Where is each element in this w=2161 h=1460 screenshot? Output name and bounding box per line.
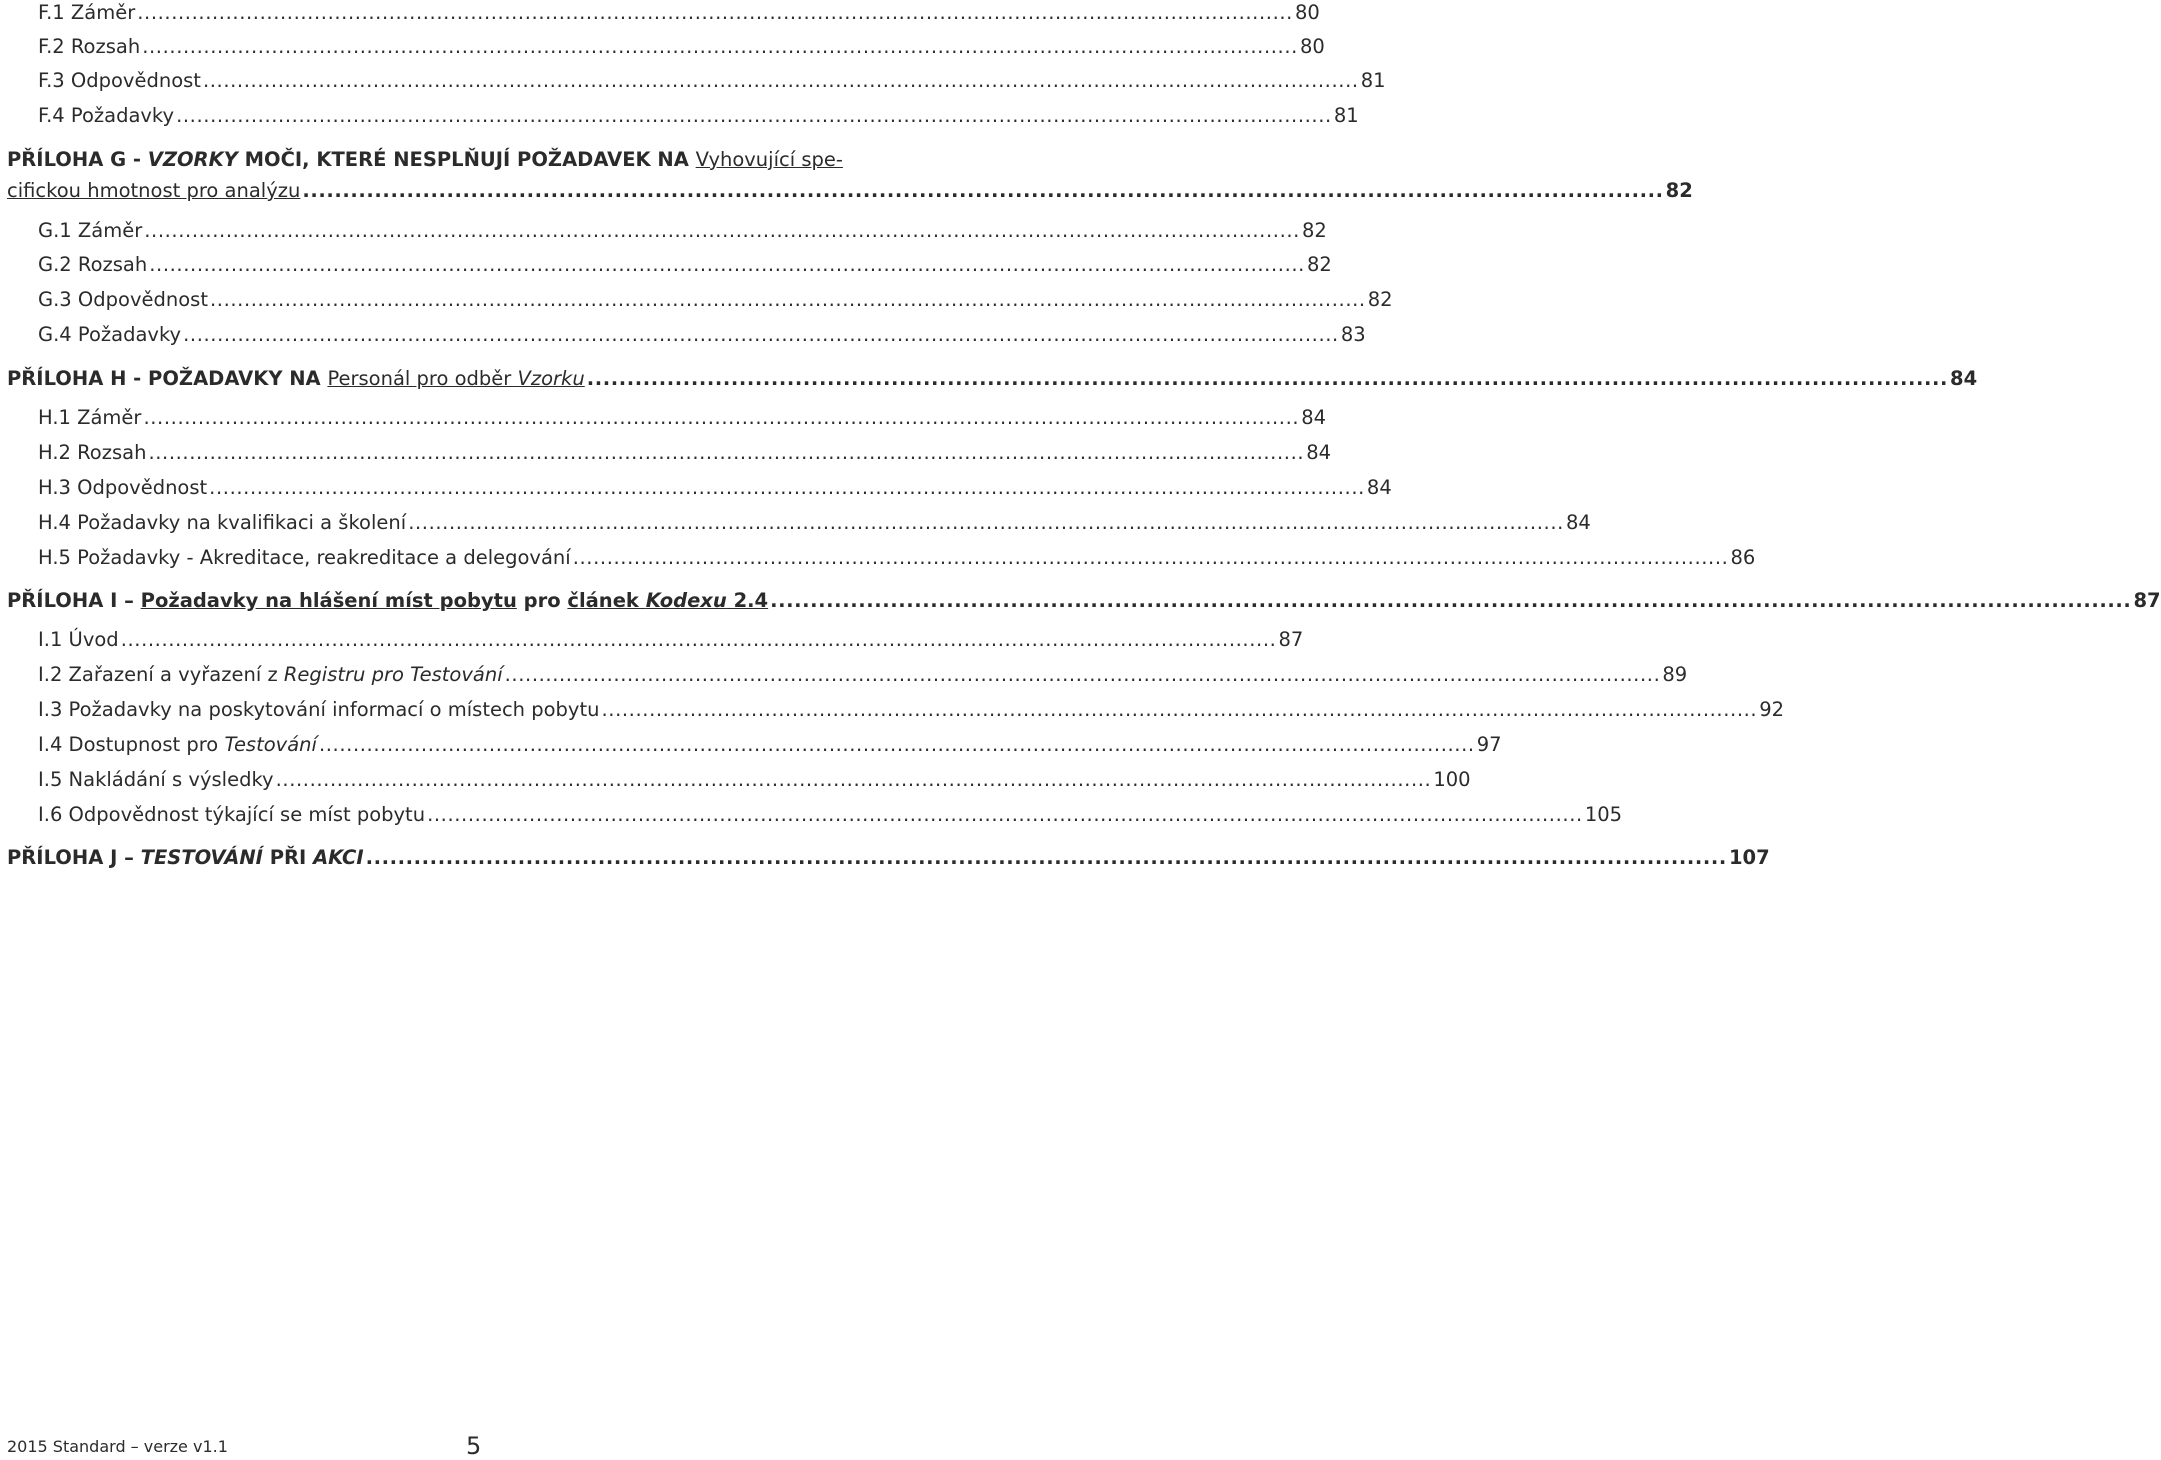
toc-entry-f4[interactable] <box>38 104 1359 130</box>
toc-entry-title: I.6 Odpovědnost týkající se míst pobytu <box>38 803 426 826</box>
toc-entry-title-italic: Testování <box>224 733 317 756</box>
toc-entry-i3[interactable] <box>38 698 1785 724</box>
toc-entry-page: 84 <box>1366 476 1392 499</box>
toc-entry-h5[interactable] <box>38 546 1756 572</box>
toc-entry-title <box>38 663 503 686</box>
annex-h-link: Personál pro odběr <box>327 367 518 390</box>
annex-h-label: PŘÍLOHA H - POŽADAVKY NA <box>7 367 328 390</box>
footer-version: 2015 Standard – verze v1.1 <box>7 1437 228 1456</box>
annex-g-link-part1: Vyhovující spe- <box>695 148 843 171</box>
dot-leader: .......................................................................................................................................................................... <box>209 288 1366 311</box>
toc-entry-title: F.4 Požadavky <box>38 104 175 127</box>
toc-entry-page: 87 <box>1278 628 1304 651</box>
toc-entry-page: 80 <box>1294 1 1320 24</box>
annex-h-link-italic: Vzorku <box>517 367 585 390</box>
annex-i-title <box>7 589 768 612</box>
toc-entry-title-text: I.4 Dostupnost pro <box>38 733 225 756</box>
toc-entry-i1[interactable] <box>38 628 1304 654</box>
annex-g-italic: VZORKY <box>147 148 238 171</box>
toc-entry-title <box>38 733 317 756</box>
dot-leader: .......................................................................................................................................................................... <box>137 1 1293 24</box>
dot-leader: .......................................................................................................................................................................... <box>202 69 1359 92</box>
annex-j-italic: TESTOVÁNÍ <box>140 846 263 869</box>
dot-leader: .......................................................................................................................................................................... <box>504 663 1661 686</box>
annex-i-text: pro <box>516 589 568 612</box>
dot-leader: .......................................................................................................................................................................... <box>144 219 1300 242</box>
toc-entry-title: G.1 Záměr <box>38 219 143 242</box>
toc-entry-page: 84 <box>1950 367 1978 390</box>
toc-entry-f1[interactable] <box>38 1 1320 27</box>
annex-g-heading-line1[interactable] <box>7 148 843 171</box>
toc-entry-page: 81 <box>1333 104 1359 127</box>
toc-entry-title: G.2 Rozsah <box>38 253 148 276</box>
dot-leader: .......................................................................................................................................................................... <box>427 803 1583 826</box>
annex-g-text: MOČI, KTERÉ NESPLŇUJÍ POŽADAVEK NA <box>237 148 696 171</box>
toc-entry-page: 84 <box>1565 511 1591 534</box>
toc-entry-page: 87 <box>2133 589 2161 612</box>
annex-i-label: PŘÍLOHA I – <box>7 589 141 612</box>
toc-entry-page: 92 <box>1759 698 1785 721</box>
toc-entry-i2[interactable] <box>38 663 1688 689</box>
dot-leader: .......................................................................................................................................................................... <box>143 406 1300 429</box>
toc-entry-page: 86 <box>1730 546 1756 569</box>
dot-leader: .......................................................................................................................................................................... <box>408 511 1564 534</box>
toc-entry-f3[interactable] <box>38 69 1386 95</box>
toc-entry-title: F.3 Odpovědnost <box>38 69 201 92</box>
toc-entry-page: 82 <box>1367 288 1393 311</box>
toc-entry-title-italic: Registru pro Testování <box>283 663 503 686</box>
toc-entry-page: 82 <box>1306 253 1332 276</box>
annex-g-label: PŘÍLOHA G - <box>7 148 148 171</box>
toc-entry-title: I.5 Nakládání s výsledky <box>38 768 274 791</box>
toc-entry-i4[interactable] <box>38 733 1502 759</box>
dot-leader: .......................................................................................................................................................................... <box>318 733 1475 756</box>
annex-i-link: Požadavky na hlášení míst pobytu <box>140 589 517 612</box>
toc-entry-title: G.4 Požadavky <box>38 323 182 346</box>
toc-entry-title: I.3 Požadavky na poskytování informací o místech pobytu <box>38 698 600 721</box>
toc-entry-h2[interactable] <box>38 441 1332 467</box>
toc-entry-page: 105 <box>1584 803 1623 826</box>
toc-entry-title: H.5 Požadavky - Akreditace, reakreditace a delegování <box>38 546 571 569</box>
toc-entry-i5[interactable] <box>38 768 1471 794</box>
toc-entry-h3[interactable] <box>38 476 1392 502</box>
dot-leader: .......................................................................................................................................................................... <box>275 768 1432 791</box>
toc-entry-g1[interactable] <box>38 219 1327 245</box>
dot-leader: .......................................................................................................................................................................... <box>770 589 2132 612</box>
dot-leader: .......................................................................................................................................................................... <box>149 253 1305 276</box>
page-number: 5 <box>466 1432 482 1460</box>
annex-g-link-part2: cifickou hmotnost pro analýzu <box>7 179 301 202</box>
toc-entry-title: I.1 Úvod <box>38 628 119 651</box>
annex-j-heading[interactable] <box>7 846 1770 872</box>
annex-j-title <box>7 846 364 869</box>
toc-entry-h4[interactable] <box>38 511 1591 537</box>
dot-leader: .......................................................................................................................................................................... <box>120 628 1277 651</box>
toc-entry-page: 82 <box>1665 179 1693 202</box>
annex-g-heading-line2[interactable] <box>7 179 1693 205</box>
toc-entry-page: 82 <box>1301 219 1327 242</box>
toc-entry-g2[interactable] <box>38 253 1332 279</box>
toc-entry-title: H.2 Rozsah <box>38 441 147 464</box>
toc-entry-page: 107 <box>1728 846 1770 869</box>
toc-entry-page: 84 <box>1306 441 1332 464</box>
dot-leader: .......................................................................................................................................................................... <box>365 846 1727 869</box>
dot-leader: .......................................................................................................................................................................... <box>183 323 1339 346</box>
toc-entry-title: F.1 Záměr <box>38 1 136 24</box>
toc-entry-page: 81 <box>1360 69 1386 92</box>
toc-entry-h1[interactable] <box>38 406 1327 432</box>
annex-j-italic-2: AKCI <box>313 846 364 869</box>
toc-entry-page: 84 <box>1301 406 1327 429</box>
annex-i-link-italic: Kodexu <box>645 589 727 612</box>
annex-j-label: PŘÍLOHA J – <box>7 846 141 869</box>
annex-i-heading[interactable] <box>7 589 2161 615</box>
toc-entry-title: H.1 Záměr <box>38 406 142 429</box>
dot-leader: .......................................................................................................................................................................... <box>586 367 1949 390</box>
toc-entry-title: H.4 Požadavky na kvalifikaci a školení <box>38 511 407 534</box>
toc-entry-g4[interactable] <box>38 323 1366 349</box>
toc-entry-i6[interactable] <box>38 803 1623 829</box>
annex-h-heading[interactable] <box>7 367 1978 393</box>
dot-leader: .......................................................................................................................................................................... <box>142 35 1298 58</box>
toc-entry-page: 83 <box>1340 323 1366 346</box>
toc-entry-title: F.2 Rozsah <box>38 35 141 58</box>
annex-j-text: PŘI <box>262 846 314 869</box>
toc-entry-page: 80 <box>1299 35 1325 58</box>
dot-leader: .......................................................................................................................................................................... <box>572 546 1729 569</box>
toc-entry-page: 89 <box>1662 663 1688 686</box>
dot-leader: .......................................................................................................................................................................... <box>601 698 1758 721</box>
dot-leader: .......................................................................................................................................................................... <box>148 441 1305 464</box>
toc-entry-title-text: I.2 Zařazení a vyřazení z <box>38 663 284 686</box>
toc-entry-page: 100 <box>1433 768 1471 791</box>
toc-entry-title: H.3 Odpovědnost <box>38 476 208 499</box>
toc-entry-g3[interactable] <box>38 288 1393 314</box>
dot-leader: .......................................................................................................................................................................... <box>302 179 1664 202</box>
dot-leader: .......................................................................................................................................................................... <box>209 476 1365 499</box>
toc-entry-f2[interactable] <box>38 35 1325 61</box>
annex-i-link-2: článek <box>567 589 646 612</box>
dot-leader: .......................................................................................................................................................................... <box>176 104 1332 127</box>
toc-entry-title: G.3 Odpovědnost <box>38 288 208 311</box>
toc-entry-page: 97 <box>1476 733 1502 756</box>
annex-h-title <box>7 367 585 390</box>
annex-i-link-3: 2.4 <box>726 589 769 612</box>
